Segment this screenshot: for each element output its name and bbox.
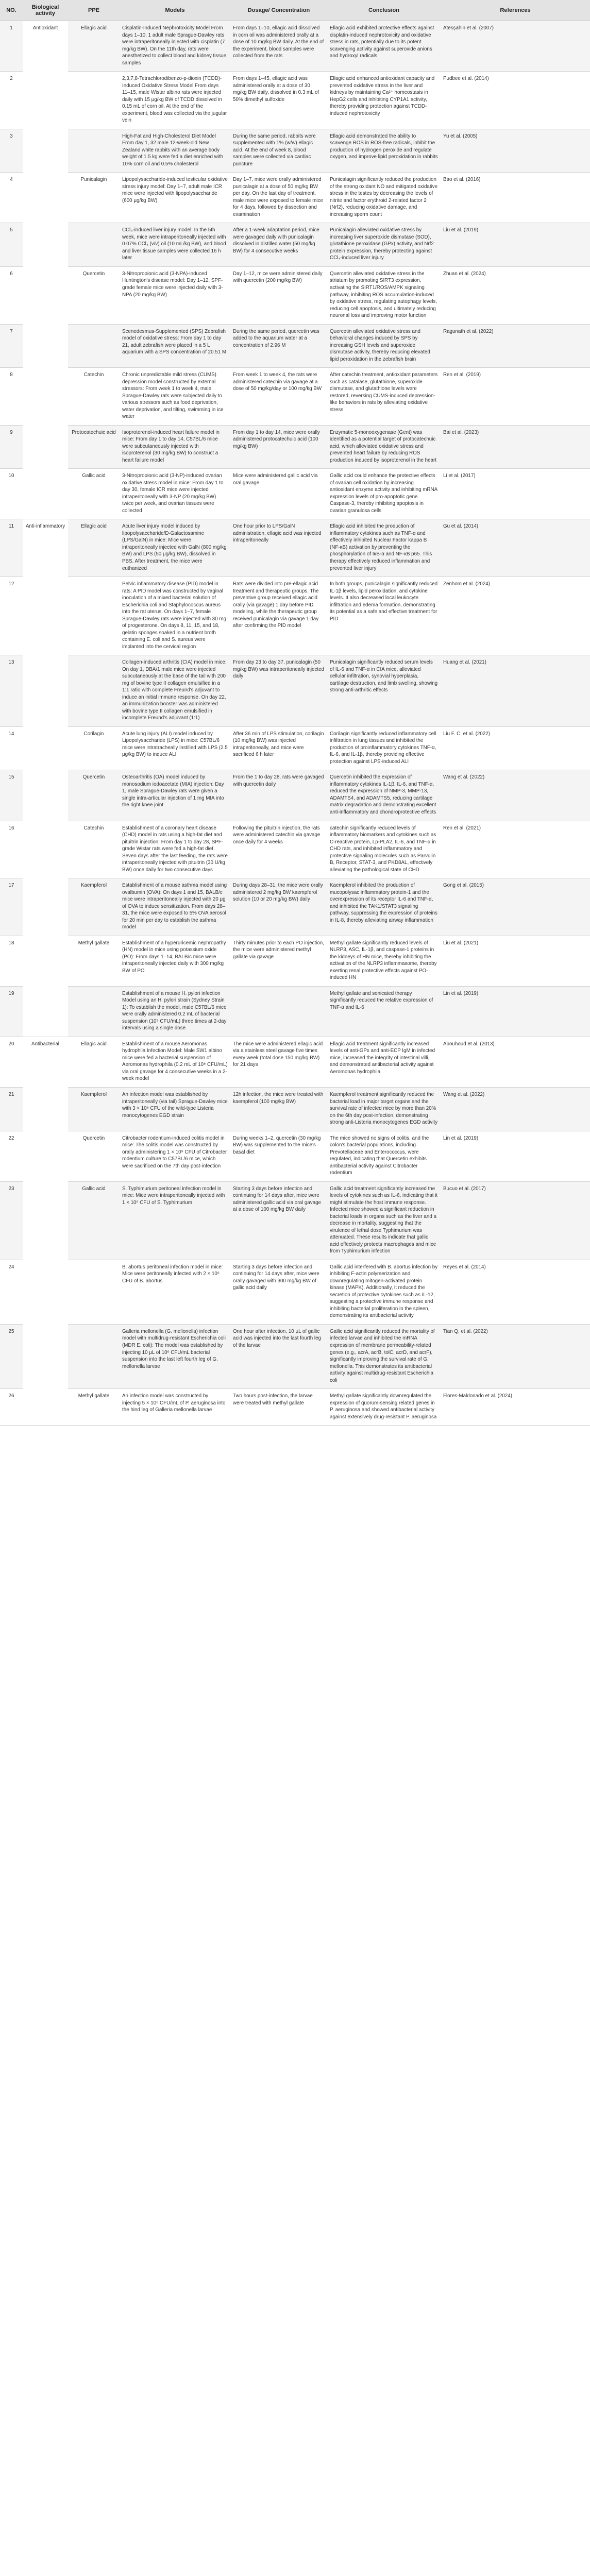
table-row [0, 1088, 590, 1131]
table-row [0, 770, 590, 821]
model-description: B. abortus peritoneal infection model in mice: Mice were peritoneally infected with 2 × 10⁶ CFU of B. abortus [120, 1260, 230, 1324]
reference-citation: Liu et al. (2019) [441, 223, 590, 267]
table-row [0, 368, 590, 426]
row-number: 26 [0, 1389, 23, 1426]
conclusion-text: Gallic acid treatment significantly increased the levels of cytokines such as IL-6, indicating that it might stimulate the host immune response. Infected mice showed a significant reduction in bacterial loads in organs such as the liver and a decrease in mortality, suggesting that the virulence of lethal dose Typhimurium was attenuated. These results indicate that gallic acid effectively protects macrophages and mice from Typhimurium infection [327, 1181, 441, 1260]
row-number: 8 [0, 368, 23, 426]
conclusion-text: Punicalagin significantly reduced the production of the strong oxidant NO and mitigated oxidative stress in the testes by decreasing the levels of nitrite and factor erythroid 2-related factor 2 (Nrf2), reducing oxidative damage, and increasing sperm count [327, 173, 441, 223]
conclusion-text: Methyl gallate and sonicated therapy significantly reduced the relative expression of TNF-α and IL-6 [327, 986, 441, 1037]
row-number: 6 [0, 266, 23, 324]
ppe-name: Gallic acid [68, 469, 120, 519]
dosage-concentration: One hour prior to LPS/GalN administration, ellagic acid was injected intraperitoneally [230, 519, 327, 577]
model-description: 3-Nitropropionic acid (3-NP)-induced ovarian oxidative stress model in mice: From day 1 to day 30, female ICR mice were injected intraperitoneally with 3-NP (20 mg/kg BW) twice per week, and ovarian tissues were collected [120, 469, 230, 519]
dosage-concentration: Rats were divided into pre-ellagic acid treatment and therapeutic groups. The preventive group received ellagic acid orally (via gavage) 1 day before PID modeling, while the therapeutic group received punicalagin via gavage 1 day after confirming the PID model [230, 577, 327, 655]
model-description: Acute liver injury model induced by lipopolysaccharide/D-Galactosamine (LPS/GalN) in mice: Mice were intraperitoneally injected with GalN (800 mg/kg BW) and LPS (50 μg/kg BW), dissolved in PBS. After treatment, the mice were euthanized [120, 519, 230, 577]
reference-citation: Huang et al. (2021) [441, 655, 590, 727]
conclusion-text: Gallic acid significantly reduced the mortality of infected larvae and inhibited the mRNA expression of membrane permeability-related genes (e.g., acrA, acrB, tolC, acrD, and acrF), significantly improving the survival rate of G. mellonella. This demonstrates its antibacterial activity against multidrug-resistant Escherichia coli [327, 1324, 441, 1388]
ppe-name [68, 986, 120, 1037]
header-models: Models [120, 0, 230, 21]
ppe-name [68, 129, 120, 173]
row-number: 11 [0, 519, 23, 577]
reference-citation: Wang et al. (2022) [441, 1088, 590, 1131]
ppe-name [68, 324, 120, 368]
ppe-name: Methyl gallate [68, 1389, 120, 1426]
conclusion-text: Gallic acid could enhance the protective effects of ovarian cell oxidation by increasing antioxidant enzyme activity and inhibiting mRNA expression levels of pro-apoptotic gene Caspase-3, thereby inhibiting apoptosis in ovarian granulosa cells [327, 469, 441, 519]
header-conclusion: Conclusion [327, 0, 441, 21]
ppe-name [68, 655, 120, 727]
reference-citation: Atesşahin et al. (2007) [441, 21, 590, 72]
conclusion-text: Methyl gallate significantly reduced levels of NLRP3, ASC, IL-1β, and caspase-1 proteins in the kidneys of HN mice, thereby inhibiting the activation of the NLRP3 inflammasome, thereby exerting renal protective effects against PO-induced HN [327, 936, 441, 986]
reference-citation: Abouhoud et al. (2013) [441, 1037, 590, 1087]
ppe-name: Ellagic acid [68, 1037, 120, 1087]
model-description: Galleria mellonella (G. mellonella) infection model with multidrug-resistant Escherichia coli (MDR E. coli): The model was established by injecting 10 μL of 10⁶ CFU/mL bacterial suspension into the last left fourth leg of G. mellonella larvae [120, 1324, 230, 1388]
model-description: Establishment of a mouse H. pylori infection Model using an H. pylori strain (Sydney Strain 1): To establish the model, male C57BL/6 mice were orally administered 0.2 mL of bacterial suspension (10⁹ CFU/mL) three times at 2-day intervals using a single dose [120, 986, 230, 1037]
row-number: 16 [0, 821, 23, 878]
dosage-concentration: From days 1–45, ellagic acid was administered orally at a dose of 30 mg/kg BW daily, dissolved in 0.3 mL of 50% dimethyl sulfoxide [230, 72, 327, 129]
row-number: 9 [0, 425, 23, 469]
table-row [0, 425, 590, 469]
conclusion-text: Kaempferol treatment significantly reduced the bacterial load in major target organs and the survival rate of infected mice by more than 20% on the 6th day post-infection, demonstrating strong anti-Listeria monocytogenes EGD activity [327, 1088, 441, 1131]
row-number: 18 [0, 936, 23, 986]
row-number: 12 [0, 577, 23, 655]
model-description: Lipopolysaccharide-induced testicular oxidative stress injury model: Day 1–7, adult male ICR mice were injected with lipopolysaccharide (600 μg/kg BW) [120, 173, 230, 223]
reference-citation: Ren et al. (2021) [441, 821, 590, 878]
row-number: 22 [0, 1131, 23, 1181]
dosage-concentration: After a 1-week adaptation period, mice were gavaged daily with punicalagin dissolved in distilled water (50 mg/kg BW) for 4 consecutive weeks [230, 223, 327, 267]
row-number: 10 [0, 469, 23, 519]
dosage-concentration: After 36 min of LPS stimulation, corilagin (10 mg/kg BW) was injected intraperitoneally, and mice were sacrificed 6 h later [230, 726, 327, 770]
row-number: 2 [0, 72, 23, 129]
model-description: 3-Nitropropionic acid (3-NPA)-induced Huntington's disease model: Day 1–12, SPF-grade female mice were injected daily with 3-NPA (20 mg/kg BW) [120, 266, 230, 324]
ppe-name: Kaempferol [68, 878, 120, 936]
reference-citation: Lin et al. (2019) [441, 1131, 590, 1181]
header-references: References [441, 0, 590, 21]
conclusion-text: Methyl gallate significantly downregulated the expression of quorum-sensing related genes in P. aeruginosa and showed antibacterial activity against extensively drug-resistant P. aeruginosa [327, 1389, 441, 1426]
table-row [0, 986, 590, 1037]
ppe-name: Punicalagin [68, 173, 120, 223]
table-row [0, 821, 590, 878]
dosage-concentration: From week 1 to week 4, the rats were administered catechin via gavage at a dose of 50 mg/kg/day or 100 mg/kg BW [230, 368, 327, 426]
biological-activity-group: Antibacterial [23, 1037, 68, 1425]
dosage-concentration: Following the pituitrin injection, the rats were administered catechin via gavage once daily for 4 weeks [230, 821, 327, 878]
table-row [0, 1131, 590, 1181]
table-row [0, 1260, 590, 1324]
conclusion-text: Ellagic acid exhibited protective effects against cisplatin-induced nephrotoxicity and oxidative stress in rats, potentially due to its potent scavenging activity against superoxide anions and hydroxyl radicals [327, 21, 441, 72]
dosage-concentration: 12h infection, the mice were treated with kaempferol (100 mg/kg BW) [230, 1088, 327, 1131]
reference-citation: Liu F. C. et al. (2022) [441, 726, 590, 770]
table-row [0, 726, 590, 770]
ppe-name: Corilagin [68, 726, 120, 770]
reference-citation: Zenhom et al. (2024) [441, 577, 590, 655]
reference-citation: Gong et al. (2015) [441, 878, 590, 936]
conclusion-text: Quercetin alleviated oxidative stress in the striatum by promoting SIRT3 expression, activating the SIRT1/ROS/AMPK signaling pathway, inhibiting ROS accumulation-induced by oxidative stress, regulating autophagy levels, reducing cell apoptosis, and ultimately reducing neuronal loss and improving motor function [327, 266, 441, 324]
ppe-name [68, 223, 120, 267]
reference-citation: Wang et al. (2022) [441, 770, 590, 821]
ppe-name [68, 1324, 120, 1388]
ppe-name: Catechin [68, 821, 120, 878]
table-row [0, 469, 590, 519]
table-header-row [0, 0, 590, 21]
ppe-name: Gallic acid [68, 1181, 120, 1260]
dosage-concentration: One hour after infection, 10 μL of gallic acid was injected into the last fourth leg of the larvae [230, 1324, 327, 1388]
reference-citation: Tian Q. et al. (2022) [441, 1324, 590, 1388]
reference-citation: Gu et al. (2014) [441, 519, 590, 577]
model-description: High-Fat and High-Cholesterol Diet Model From day 1, 32 male 12-week-old New Zealand white rabbits with an average body weight of 1.5 kg were fed a diet enriched with 10% corn oil and 0.5% cholesterol [120, 129, 230, 173]
model-description: Scenedesmus-Supplemented (SPS) Zebrafish model of oxidative stress: From day 1 to day 21, adult zebrafish were placed in a 5 L aquarium with a SPS concentration of 20.51 M [120, 324, 230, 368]
model-description: 2,3,7,8-Tetrachlorodibenzo-p-dioxin (TCDD)-Induced Oxidative Stress Model From days 11–15, male Wistar albino rats were injected daily with 15 μg/kg BW of TCDD dissolved in 0.15 mL of corn oil. At the end of the experiment, blood was collected via the jugular vein [120, 72, 230, 129]
conclusion-text: Punicalagin alleviated oxidative stress by increasing liver superoxide dismutase (SOD), glutathione peroxidase (GPx) activity, and Nrf2 protein expression, thereby protecting against CCl₄-induced liver injury [327, 223, 441, 267]
dosage-concentration: From the 1 to day 28, rats were gavaged with quercetin daily [230, 770, 327, 821]
table-row [0, 72, 590, 129]
table-row [0, 1181, 590, 1260]
dosage-concentration: Two hours post-infection, the larvae were treated with methyl gallate [230, 1389, 327, 1426]
dosage-concentration: During days 28–31, the mice were orally administered 2 mg/kg BW kaempferol solution (10 or 20 mg/kg BW) daily [230, 878, 327, 936]
reference-citation: Ren et al. (2019) [441, 368, 590, 426]
conclusion-text: catechin significantly reduced levels of inflammatory biomarkers and cytokines such as C-reactive protein, Lp-PLA2, IL-6, and TNF-α in CHD rats, and inhibited inflammatory and protective signaling molecules such as Parvulin B, Receptor, STAT-3, and PKD8AL, effectively alleviating the pathological state of CHD [327, 821, 441, 878]
header-activity: Biological activity [23, 0, 68, 21]
ppe-name: Ellagic acid [68, 519, 120, 577]
table-row [0, 129, 590, 173]
ppe-name: Methyl gallate [68, 936, 120, 986]
row-number: 4 [0, 173, 23, 223]
model-description: Pelvic inflammatory disease (PID) model in rats: A PID model was constructed by vaginal inoculation of a mixed bacterial solution of Escherichia coli and Staphylococcus aureus into the rat uterus. On days 1–7, female Sprague-Dawley rats were injected with 30 mg of progesterone. On days 8, 11, 15, and 18, gelatin sponges soaked in a nutrient broth containing E. coli and S. aureus were implanted into the cervical region [120, 577, 230, 655]
conclusion-text: Enzymatic 5-monooxygenase (Gent) was identified as a potential target of protocatechuic acid, which alleviated oxidative stress and prevented heart failure by reducing ROS production induced by isoproterenol in the heart [327, 425, 441, 469]
dosage-concentration: From days 1–10, ellagic acid dissolved in corn oil was administered orally at a dose of 10 mg/kg BW daily. At the end of the experiment, blood samples were collected from the rats [230, 21, 327, 72]
dosage-concentration: During weeks 1–2, quercetin (30 mg/kg BW) was supplemented to the mice's basal diet [230, 1131, 327, 1181]
biological-activity-group: Anti-inflammatory [23, 519, 68, 1037]
conclusion-text: Quercetin alleviated oxidative stress and behavioral changes induced by SPS by increasing GSH levels and superoxide dismutase activity, thereby reducing elevated lipid peroxidation in the zebrafish brain [327, 324, 441, 368]
dosage-concentration: Day 1–12, mice were administered daily with quercetin (200 mg/kg BW) [230, 266, 327, 324]
conclusion-text: After catechin treatment, antioxidant parameters such as catalase, glutathione, superoxide dismutase, and glutathione levels were restored, reversing CUMS-induced depression-like behaviors in rats by alleviating oxidative stress [327, 368, 441, 426]
ppe-name: Quercetin [68, 1131, 120, 1181]
row-number: 21 [0, 1088, 23, 1131]
reference-citation: Bao et al. (2016) [441, 173, 590, 223]
reference-citation: Bai et al. (2023) [441, 425, 590, 469]
row-number: 20 [0, 1037, 23, 1087]
table-row [0, 173, 590, 223]
table-row [0, 1389, 590, 1426]
conclusion-text: Ellagic acid demonstrated the ability to scavenge ROS in ROS-free radicals, inhibit the production of hydrogen peroxide and regulate oxygen, and improve lipid peroxidation in rabbits [327, 129, 441, 173]
table-row [0, 936, 590, 986]
dosage-concentration: From day 23 to day 37, punicalagin (50 mg/kg BW) was intraperitoneally injected daily [230, 655, 327, 727]
ppe-name [68, 1260, 120, 1324]
reference-citation: Flores-Maldonado et al. (2024) [441, 1389, 590, 1426]
model-description: Cisplatin-Induced Nephrotoxicity Model From days 1–10, 1 adult male Sprague-Dawley rats were intraperitoneally injected with cisplatin (7 mg/kg BW). On the 11th day, rats were anesthetized to collect blood and kidney tissue samples [120, 21, 230, 72]
reference-citation: Li et al. (2017) [441, 469, 590, 519]
ppe-name: Kaempferol [68, 1088, 120, 1131]
row-number: 14 [0, 726, 23, 770]
dosage-concentration: Starting 3 days before infection and continuing for 14 days after, mice were administered gallic acid via oral gavage at a dose of 100 mg/kg BW daily [230, 1181, 327, 1260]
model-description: An infection model was established by intraperitoneally (via tail) Sprague-Dawley mice with 3 × 10⁸ CFU of the wild-type Listeria monocytogenes EGD strain [120, 1088, 230, 1131]
model-description: CCl₄-induced liver injury model: In the 5th week, mice were intraperitoneally injected with 0.07% CCl₄ (v/v) oil (10 mL/kg BW), and blood and liver tissue samples were collected 16 h later [120, 223, 230, 267]
header-no: NO. [0, 0, 23, 21]
model-description: Isoproterenol-induced heart failure model in mice: From day 1 to day 14, C57BL/6 mice were subcutaneously injected with isoproterenol (30 mg/kg BW) to construct a heart failure model [120, 425, 230, 469]
table-row [0, 519, 590, 577]
conclusion-text: Punicalagin significantly reduced serum levels of IL-6 and TNF-α in CIA mice, alleviated cellular infiltration, synovial hyperplasia, cartilage destruction, and limb swelling, showing strong anti-arthritic effects [327, 655, 441, 727]
conclusion-text: Kaempferol inhibited the production of mucopolysac inflammatory protein-1 and the overexpression of its receptor IL-6 and TNF-α, and inhibited the TAK1/STAT3 signaling pathway, suppressing the expression of proteins in IL-8, thereby alleviating airway inflammation [327, 878, 441, 936]
dosage-concentration: Thirty minutes prior to each PO injection, the mice were administered methyl gallate via gavage [230, 936, 327, 986]
ppe-name [68, 72, 120, 129]
reference-citation: Lin et al. (2019) [441, 986, 590, 1037]
ppe-name: Ellagic acid [68, 21, 120, 72]
header-ppe: PPE [68, 0, 120, 21]
model-description: Establishment of a mouse Aeromonas hydrophila Infection Model: Male SW1 albino mice were fed a bacterial suspension of Aeromonas hydrophila (0.2 mL of 10⁸ CFU/mL) via oral gavage for 4 consecutive weeks in a 2-week model [120, 1037, 230, 1087]
biological-activity-group: Antioxidant [23, 21, 68, 519]
reference-citation: Yu et al. (2005) [441, 129, 590, 173]
row-number: 7 [0, 324, 23, 368]
reference-citation: Bucuo et al. (2017) [441, 1181, 590, 1260]
table-row [0, 1037, 590, 1087]
row-number: 13 [0, 655, 23, 727]
conclusion-text: The mice showed no signs of colitis, and the colon's bacterial populations, including Prevotellaceae and Enterococcus, were regulated, indicating that Quercetin exhibits antibacterial activity against Citrobacter rodentium [327, 1131, 441, 1181]
table-row [0, 577, 590, 655]
row-number: 23 [0, 1181, 23, 1260]
model-description: Collagen-induced arthritis (CIA) model in mice: On day 1, DBA/1 male mice were injected subcutaneously at the base of the tail with 200 mg of bovine type II collagen emulsified in a 1:1 ratio with complete Freund's adjuvant to induce an initial immune response. On day 22, an immunization booster was administered with bovine type II collagen emulsified in incomplete Freund's adjuvant (1:1) [120, 655, 230, 727]
model-description: Establishment of a coronary heart disease (CHD) model in rats using a high-fat diet and pituitrin injection: From day 1 to day 28, SPF-grade Wistar rats were fed a high-fat diet. Seven days after the last feeding, the rats were intraperitoneally injected with pituitrin (30 U/kg BW) once daily for two consecutive days [120, 821, 230, 878]
ppe-name: Quercetin [68, 266, 120, 324]
header-dosage: Dosage/ Concentration [230, 0, 327, 21]
dosage-concentration: Starting 3 days before infection and continuing for 14 days after, mice were orally gavaged with 300 mg/kg BW of gallic acid daily [230, 1260, 327, 1324]
model-description: Chronic unpredictable mild stress (CUMS) depression model constructed by external stressors: From week 1 to week 4, male Sprague-Dawley rats were subjected daily to various stressors such as food deprivation, water deprivation, and tilting, swimming in ice water [120, 368, 230, 426]
row-number: 25 [0, 1324, 23, 1388]
table-row [0, 324, 590, 368]
ppe-name [68, 577, 120, 655]
table-row [0, 878, 590, 936]
conclusion-text: Ellagic acid inhibited the production of inflammatory cytokines such as TNF-α and effectively inhibited Nuclear Factor kappa B (NF-κB) activation by preventing the phosphorylation of IκB-α and NF-κB p65. This therapy effectively reduced inflammation and prevented liver injury [327, 519, 441, 577]
table-row [0, 655, 590, 727]
row-number: 15 [0, 770, 23, 821]
row-number: 1 [0, 21, 23, 72]
table-row [0, 223, 590, 267]
conclusion-text: In both groups, punicalagin significantly reduced IL-1β levels, lipid peroxidation, and cytokine levels. It also decreased local leukocyte infiltration and edema formation, demonstrating its potential as a safe and effective treatment for PID [327, 577, 441, 655]
table-row [0, 21, 590, 72]
dosage-concentration: From day 1 to day 14, mice were orally administered protocatechuic acid (100 mg/kg BW) [230, 425, 327, 469]
dosage-concentration [230, 986, 327, 1037]
row-number: 24 [0, 1260, 23, 1324]
table-row [0, 1324, 590, 1388]
row-number: 19 [0, 986, 23, 1037]
conclusion-text: Corilagin significantly reduced inflammatory cell infiltration in lung tissues and inhibited the production of proinflammatory cytokines TNF-α, IL-6, and IL-1β, thereby providing effective protection against LPS-induced ALI [327, 726, 441, 770]
conclusion-text: Ellagic acid enhanced antioxidant capacity and prevented oxidative stress in the liver and kidneys by maintaining Ca²⁺ homeostasis in HepG2 cells and inhibiting CYP1A1 activity, thereby providing protection against TCDD-induced nephrotoxicity [327, 72, 441, 129]
dosage-concentration: Mice were administered gallic acid via oral gavage [230, 469, 327, 519]
dosage-concentration: During the same period, quercetin was added to the aquarium water at a concentration of 2.96 M [230, 324, 327, 368]
conclusion-text: Gallic acid interfered with B. abortus infection by inhibiting F-actin polymerization and downregulating mitogen-activated protein kinase (MAPK). Additionally, it reduced the secretion of protective cytokines such as IL-12, suggesting a protective immune response and inhibiting bacterial proliferation in the spleen, demonstrating its antibacterial activity [327, 1260, 441, 1324]
row-number: 17 [0, 878, 23, 936]
table-body [0, 21, 590, 1426]
ppe-name: Protocatechuic acid [68, 425, 120, 469]
conclusion-text: Ellagic acid treatment significantly increased levels of anti-GPx and anti-ECP IgM in infected mice, increased the integrity of intestinal villi, and demonstrated antibacterial activity against Aeromonas hydrophila [327, 1037, 441, 1087]
model-description: Establishment of a mouse asthma model using ovalbumin (OVA): On days 1 and 15, BALB/c mice were intraperitoneally injected with 20 μg of OVA to induce sensitization. From days 28–31, the mice were exposed to 5% OVA aerosol for 20 min per day to establish the asthma model [120, 878, 230, 936]
model-description: Citrobacter rodentium-induced colitis model in mice: The colitis model was constructed by orally administering 1 × 10⁹ CFU of Citrobacter rodentium culture to C57BL/6 mice, which were sacrificed on the 7th day post-infection [120, 1131, 230, 1181]
model-description: An infection model was constructed by injecting 5 × 10⁸ CFU/mL of P. aeruginosa into the hind leg of Galleria mellonella larvae [120, 1389, 230, 1426]
reference-citation: Reyes et al. (2014) [441, 1260, 590, 1324]
model-description: Osteoarthritis (OA) model induced by monosodium iodoacetate (MIA) injection: Day 1, male Sprague-Dawley rats were given a single intra-articular injection of 1 mg MIA into the right knee joint [120, 770, 230, 821]
row-number: 5 [0, 223, 23, 267]
table-row [0, 266, 590, 324]
conclusion-text: Quercetin inhibited the expression of inflammatory cytokines IL-1β, IL-6, and TNF-α, reduced the expression of NMP-3, MMP-13, ADAMTS4, and ADAMTS5, reducing cartilage matrix degradation and demonstrating excellent anti-inflammatory and chondroprotective effects [327, 770, 441, 821]
reference-citation: Liu et al. (2021) [441, 936, 590, 986]
reference-citation: Ragunath et al. (2022) [441, 324, 590, 368]
reference-citation: Zhuan et al. (2024) [441, 266, 590, 324]
dosage-concentration: The mice were administered ellagic acid via a stainless steel gavage five times every week (total dose 150 mg/kg BW) for 21 days [230, 1037, 327, 1087]
row-number: 3 [0, 129, 23, 173]
model-description: Establishment of a hyperuricemic nephropathy (HN) model in mice using potassium oxide (PO): From days 1–14, BALB/c mice were intraperitoneally injected daily with 300 mg/kg BW of PO [120, 936, 230, 986]
dosage-concentration: Day 1–7, mice were orally administered punicalagin at a dose of 50 mg/kg BW per day. On the last day of treatment, male mice were exposed to female mice for 4 days, followed by dissection and examination [230, 173, 327, 223]
dosage-concentration: During the same period, rabbits were supplemented with 1% (w/w) ellagic acid. At the end of week 8, blood samples were collected via cardiac puncture [230, 129, 327, 173]
model-description: S. Typhimurium peritoneal infection model in mice: Mice were intraperitoneally injected with 1 × 10⁶ CFU of S. Typhimurium [120, 1181, 230, 1260]
ppe-name: Catechin [68, 368, 120, 426]
ppe-name: Quercetin [68, 770, 120, 821]
reference-citation: Pudbee et al. (2014) [441, 72, 590, 129]
model-description: Acute lung injury (ALI) model induced by Lipopolysaccharide (LPS) in mice: C57BL/6 mice were intratracheally instilled with LPS (2.5 μg/kg BW) to induce ALI [120, 726, 230, 770]
